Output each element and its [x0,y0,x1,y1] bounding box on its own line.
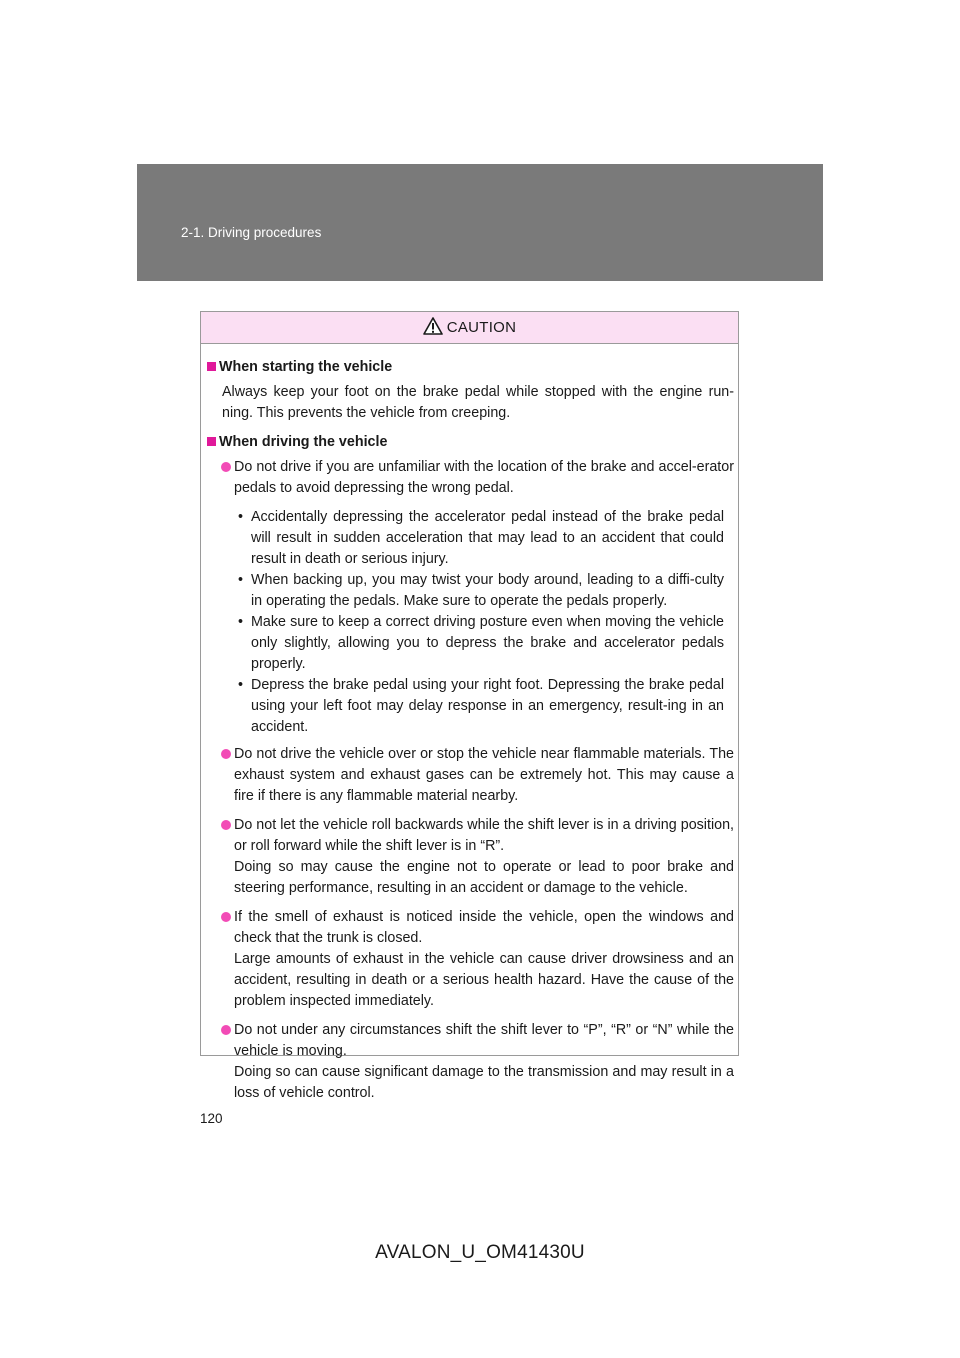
caution-title: CAUTION [446,319,517,336]
section-heading: When driving the vehicle [207,432,734,453]
caution-header [201,312,738,344]
bullet-item: Do not let the vehicle roll backwards while the shift lever is in a driving position, or roll forward while the shift lever is in “R”. Doing so may cause the engine not to operate or lead to poor brake and steering performance, resulting in an accident or damage to the vehicle. [207,815,734,899]
bullet-item: Do not drive if you are unfamiliar with the location of the brake and accel-erator pedals to avoid depressing the wrong pedal. [207,457,734,499]
dot-mark-icon: • [238,614,244,630]
section-text: Always keep your foot on the brake pedal while stopped with the engine run-ning. This prevents the vehicle from creeping. [222,384,734,421]
sub-item: • When backing up, you may twist your body around, leading to a diffi-culty in operating the pedals. Make sure to operate the pedals properly. [238,572,724,609]
caution-box [200,311,739,1101]
page-number: 120 [200,1111,223,1126]
dot-mark-icon: • [238,677,244,693]
circle-bullet-icon [221,462,231,472]
square-bullet-icon [207,362,216,371]
caution-body [201,344,738,1104]
header-band [137,164,823,281]
circle-bullet-icon [221,1025,231,1035]
document-code: AVALON_U_OM41430U [375,1242,585,1263]
warning-icon [423,317,443,335]
sub-list [207,507,734,738]
bullet-item: If the smell of exhaust is noticed inside the vehicle, open the windows and check that the trunk is closed. Large amounts of exhaust in the vehicle can cause driver drowsiness and an accident, resulting in death or a serious health hazard. Have the cause of the problem inspected immediately. [207,907,734,1012]
sub-item: • Depress the brake pedal using your right foot. Depressing the brake pedal using your left foot may delay response in an emergency, result-ing in an accident. [238,677,724,735]
section-heading: When starting the vehicle [207,357,734,378]
circle-bullet-icon [221,820,231,830]
bullet-item: Do not under any circumstances shift the shift lever to “P”, “R” or “N” while the vehicle is moving. Doing so can cause significant damage to the transmission and may result in a loss of vehicle control. [207,1020,734,1104]
dot-mark-icon: • [238,572,244,588]
section-title: 2-1. Driving procedures [181,225,322,240]
dot-mark-icon: • [238,509,244,525]
circle-bullet-icon [221,749,231,759]
circle-bullet-icon [221,912,231,922]
bullet-item: Do not drive the vehicle over or stop the vehicle near flammable materials. The exhaust system and exhaust gases can be extremely hot. This may cause a fire if there is any flammable material nearby. [207,744,734,807]
sub-item: • Make sure to keep a correct driving posture even when moving the vehicle only slightly, allowing you to depress the brake and accelerator pedals properly. [238,614,724,672]
sub-item: • Accidentally depressing the accelerator pedal instead of the brake pedal will result in sudden acceleration that may lead to an accident that could result in death or serious injury. [238,509,724,567]
square-bullet-icon [207,437,216,446]
